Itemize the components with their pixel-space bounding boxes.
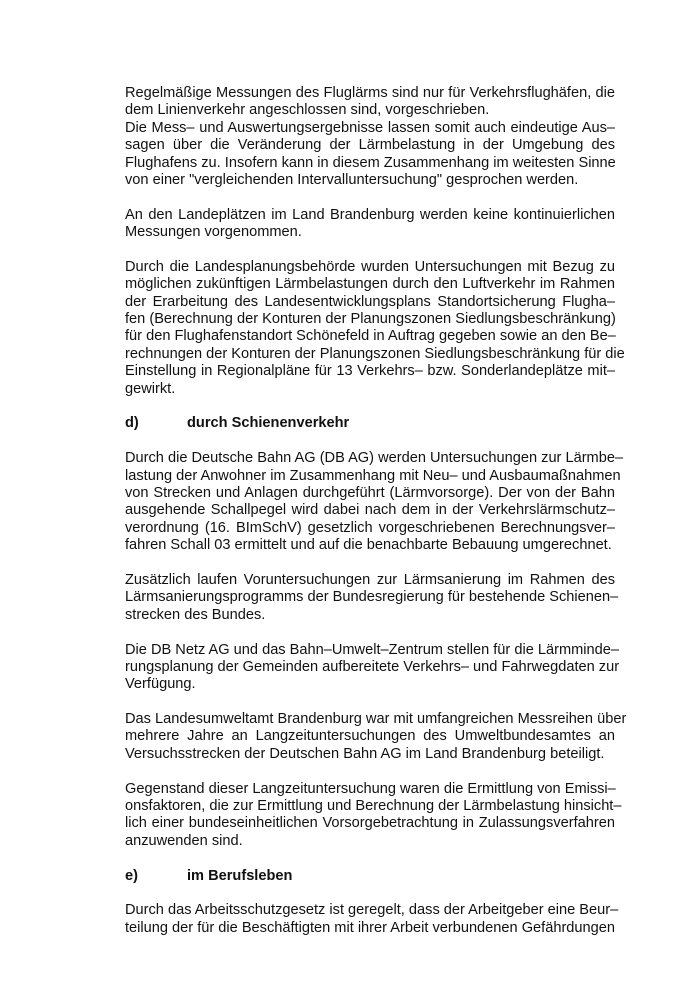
paragraph-db-netz bbox=[125, 641, 620, 694]
text-line: Versuchsstrecken der Deutschen Bahn AG im Land Brandenburg beteiligt. bbox=[125, 745, 605, 762]
text-line: lich einer bundeseinheitlichen Vorsorgebetrachtung in Zulassungsverfahren bbox=[125, 815, 615, 832]
text-line: strecken des Bundes. bbox=[125, 606, 266, 623]
section-number: e) bbox=[125, 867, 138, 884]
text-line: möglichen zukünftigen Lärmbelastungen durch den Luftverkehr im Rahmen bbox=[125, 276, 615, 293]
text-line: rechnungen der Konturen der Planungszonen Siedlungsbeschränkung für die bbox=[125, 345, 625, 362]
section-title: durch Schienenverkehr bbox=[187, 415, 350, 432]
paragraph-landing-sites bbox=[125, 207, 615, 242]
text-line: für den Flughafenstandort Schönefeld in Auftrag gegeben sowie an den Be– bbox=[125, 328, 616, 345]
document-body bbox=[125, 85, 627, 937]
text-line: von einer "vergleichenden Intervalluntersuchung" gesprochen werden. bbox=[125, 171, 579, 188]
text-line: mehrere Jahre an Langzeituntersuchungen des Umweltbundesamtes an bbox=[125, 728, 615, 745]
text-line: Zusätzlich laufen Voruntersuchungen zur Lärmsanierung im Rahmen des bbox=[125, 571, 615, 588]
text-line: Messungen vorgenommen. bbox=[125, 224, 302, 241]
text-line: Das Landesumweltamt Brandenburg war mit umfangreichen Messreihen über bbox=[125, 711, 627, 728]
text-line: Lärmsanierungsprogramms der Bundesregierung für bestehende Schienen– bbox=[125, 589, 619, 606]
paragraph-occupational-safety bbox=[125, 902, 619, 937]
text-line: Die Mess– und Auswertungsergebnisse lassen somit auch eindeutige Aus– bbox=[125, 119, 615, 136]
text-line: ausgehende Schallpegel wird dabei nach dem in der Verkehrslärmschutz– bbox=[125, 502, 615, 519]
text-line: lastung der Anwohner im Zusammenhang mit Neu– und Ausbaumaßnahmen bbox=[125, 467, 621, 484]
paragraph-noise-remediation bbox=[125, 571, 619, 624]
text-line: verordnung (16. BImSchV) gesetzlich vorgeschriebenen Berechnungsver– bbox=[125, 519, 615, 536]
paragraph-flight-noise-measurements bbox=[125, 85, 615, 120]
text-line: Gegenstand dieser Langzeituntersuchung waren die Ermittlung von Emissi– bbox=[125, 780, 616, 797]
text-line: onsfaktoren, die zur Ermittlung und Berechnung der Lärmbelastung hinsicht– bbox=[125, 798, 622, 815]
text-line: fahren Schall 03 ermittelt und auf die benachbarte Bebauung umgerechnet. bbox=[125, 537, 612, 554]
paragraph-planning-authority bbox=[125, 258, 625, 398]
text-line: Einstellung in Regionalpläne für 13 Verkehrs– bzw. Sonderlandeplätze mit– bbox=[125, 363, 615, 380]
text-line: Regelmäßige Messungen des Fluglärms sind nur für Verkehrsflughäfen, die bbox=[125, 85, 615, 101]
section-heading-rail-traffic bbox=[125, 415, 615, 432]
text-line: teilung der für die Beschäftigten mit ihrer Arbeit verbundenen Gefährdungen bbox=[125, 919, 616, 936]
paragraph-db-ag-investigations bbox=[125, 450, 624, 554]
section-title: im Berufsleben bbox=[187, 867, 293, 884]
text-line: fen (Berechnung der Konturen der Planungszonen Siedlungsbeschränkung) bbox=[125, 311, 616, 328]
paragraph-environment-agency bbox=[125, 711, 627, 763]
text-line: der Erarbeitung des Landesentwicklungsplans Standortsicherung Flugha– bbox=[125, 293, 615, 310]
text-line: Durch die Deutsche Bahn AG (DB AG) werden Untersuchungen zur Lärmbe– bbox=[125, 450, 624, 467]
text-line: dem Linienverkehr angeschlossen sind, vorgeschrieben. bbox=[125, 102, 490, 119]
section-number: d) bbox=[125, 415, 139, 432]
text-line: Verfügung. bbox=[125, 676, 196, 693]
text-line: Durch die Landesplanungsbehörde wurden Untersuchungen mit Bezug zu bbox=[125, 258, 615, 275]
text-line: Die DB Netz AG und das Bahn–Umwelt–Zentrum stellen für die Lärmminde– bbox=[125, 641, 619, 658]
text-line: An den Landeplätzen im Land Brandenburg werden keine kontinuierlichen bbox=[125, 206, 615, 223]
section-heading-working-life bbox=[125, 868, 615, 885]
text-line: sagen über die Veränderung der Lärmbelastung in der Umgebung des bbox=[125, 137, 615, 154]
text-line: Durch das Arbeitsschutzgesetz ist geregelt, dass der Arbeitgeber eine Beur– bbox=[125, 902, 619, 919]
text-line: Flughafens zu. Insofern kann in diesem Zusammenhang im weitesten Sinne bbox=[125, 154, 616, 171]
paragraph-measurement-results bbox=[125, 120, 615, 190]
text-line: gewirkt. bbox=[125, 380, 176, 397]
text-line: rungsplanung der Gemeinden aufbereitete Verkehrs– und Fahrwegdaten zur bbox=[125, 658, 620, 675]
text-line: von Strecken und Anlagen durchgeführt (Lärmvorsorge). Der von der Bahn bbox=[125, 484, 615, 501]
paragraph-long-term-study bbox=[125, 780, 622, 851]
text-line: anzuwenden sind. bbox=[125, 832, 243, 849]
